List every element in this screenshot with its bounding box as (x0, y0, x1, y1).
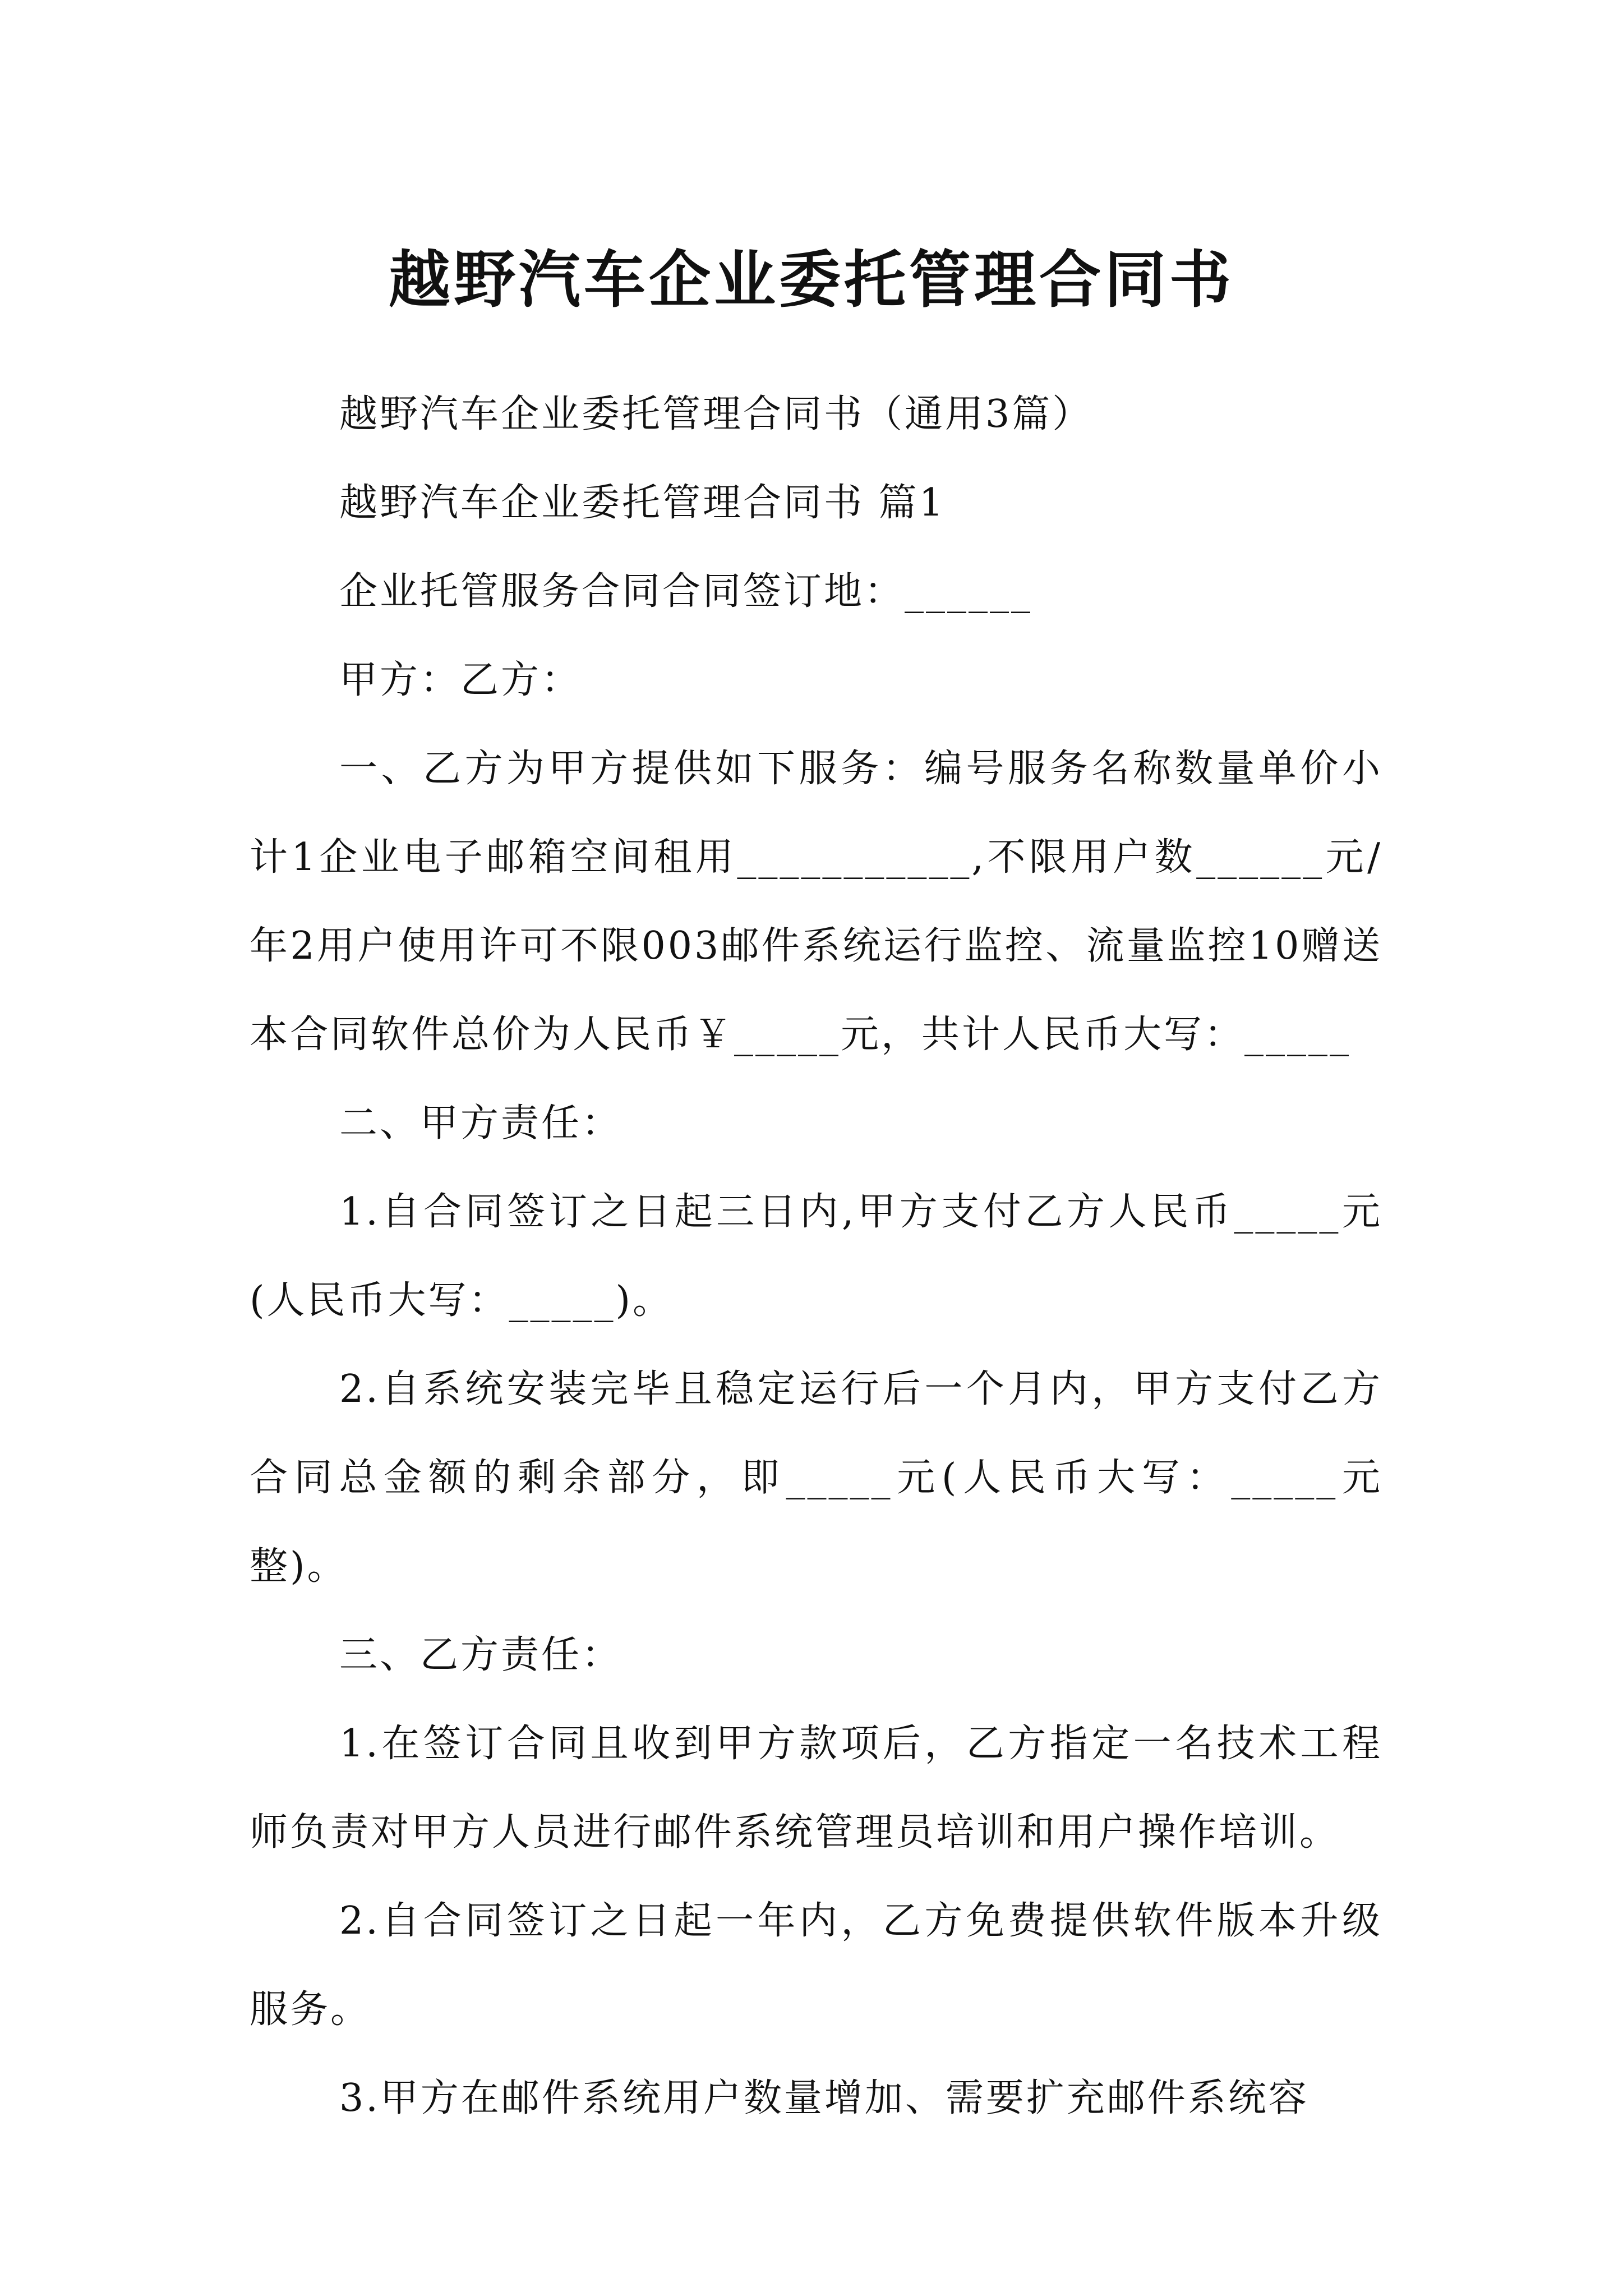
subtitle-paragraph: 越野汽车企业委托管理合同书（通用3篇） (339, 392, 1093, 436)
party-b-clause-2: 2.自合同签订之日起一年内，乙方免费提供软件版本升级服务。 (250, 1899, 1382, 2032)
party-a-heading: 二、甲方责任： (339, 1101, 623, 1145)
party-b-heading: 三、乙方责任： (339, 1633, 623, 1677)
document-body (250, 370, 1382, 2143)
party-a-clause-1: 1.自合同签订之日起三日内,甲方支付乙方人民币_____元(人民币大写：_____)。 (250, 1190, 1382, 1323)
section-heading: 越野汽车企业委托管理合同书 篇1 (339, 481, 946, 525)
party-b-clause-1: 1.在签订合同且收到甲方款项后，乙方指定一名技术工程师负责对甲方人员进行邮件系统管理员培训和用户操作培训。 (250, 1722, 1382, 1855)
services-paragraph: 一、乙方为甲方提供如下服务：编号服务名称数量单价小计1企业电子邮箱空间租用___________,不限用户数______元/年2用户使用许可不限003邮件系统运行监控、流量监控10赠送本合同软件总价为人民币￥_____元，共计人民币大写：_____ (250, 747, 1382, 1057)
document-title: 越野汽车企业委托管理合同书 (389, 243, 1234, 316)
party-a-clause-2: 2.自系统安装完毕且稳定运行后一个月内，甲方支付乙方合同总金额的剩余部分，即_____元(人民币大写：_____元整)。 (250, 1367, 1382, 1589)
contract-place-line: 企业托管服务合同合同签订地：______ (339, 569, 1033, 614)
party-b-clause-3: 3.甲方在邮件系统用户数量增加、需要扩充邮件系统容 (339, 2076, 1309, 2120)
parties-line: 甲方：乙方： (339, 658, 582, 702)
